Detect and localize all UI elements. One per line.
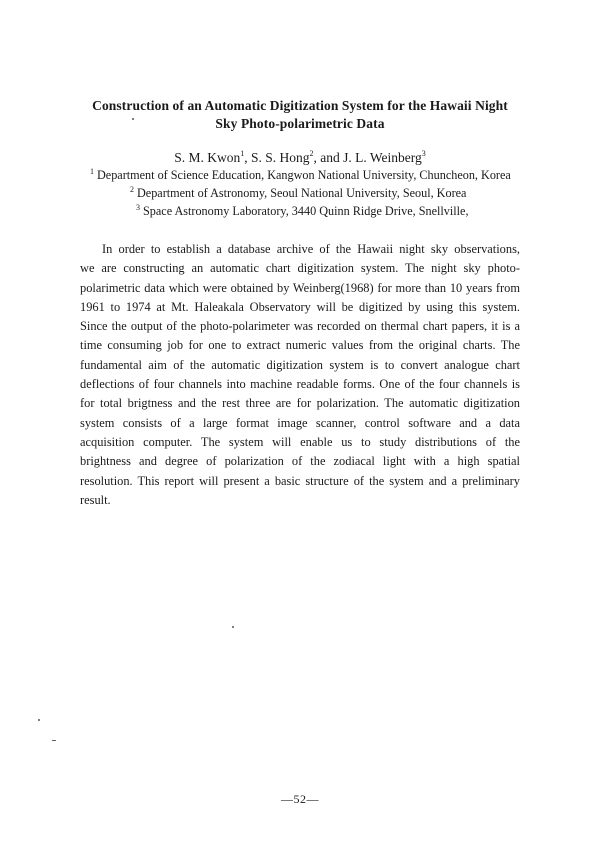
author-affiliation-mark: 1 [240, 149, 245, 158]
abstract-line: time consuming job for one to extract numeric values from the original charts. The [80, 338, 520, 353]
author-name: J. L. Weinberg [343, 150, 422, 165]
author-separator: , [244, 150, 251, 165]
page-number: —52— [281, 792, 319, 806]
abstract-line: resolution. This report will present a basic structure of the system and a preliminary [80, 473, 520, 488]
paper-title-line-1: Construction of an Automatic Digitization System for the Hawaii Night [92, 98, 508, 113]
affiliation-mark: 1 [90, 167, 94, 176]
author-name: S. S. Hong [250, 150, 310, 165]
affiliation-text: Department of Science Education, Kangwon National University, Chuncheon, Korea [97, 168, 511, 182]
abstract-line: Since the output of the photo-polarimeter was recorded on thermal chart papers, it is a [80, 319, 520, 334]
scan-speck [132, 118, 134, 120]
scan-speck [52, 740, 56, 741]
abstract-line: In order to establish a database archive of the Hawaii night sky observations, [102, 242, 520, 256]
abstract-line: deflections of four channels into machine readable forms. One of the four channels is [80, 377, 520, 392]
abstract-line: brightness and degree of polarization of the zodiacal light with a high spatial [80, 454, 520, 469]
affiliation-mark: 3 [136, 203, 140, 212]
abstract-line: system consists of a large format image scanner, control software and a data [80, 415, 520, 430]
affiliation-text: Department of Astronomy, Seoul National University, Seoul, Korea [137, 186, 467, 200]
abstract-line: result. [80, 492, 111, 507]
scan-speck [38, 719, 40, 721]
author-name: S. M. Kwon [174, 150, 241, 165]
abstract-line: we are constructing an automatic chart digitization system. The night sky photo- [80, 261, 520, 276]
affiliation-1 [90, 168, 511, 183]
affiliation-mark: 2 [130, 185, 134, 194]
author-affiliation-mark: 2 [309, 149, 314, 158]
author-list [0, 150, 600, 166]
affiliation-3 [136, 204, 469, 219]
abstract-line: 1961 to 1974 at Mt. Haleakala Observatory will be digitized by using this system. [80, 299, 520, 314]
affiliation-2 [130, 186, 466, 201]
abstract-line: for total brigtness and the rest three are for polarization. The automatic digitization [80, 396, 520, 411]
abstract-line: fundamental aim of the automatic digitization system is to convert analogue chart [80, 357, 520, 372]
author-separator: , and [313, 150, 344, 165]
affiliation-text: Space Astronomy Laboratory, 3440 Quinn Ridge Drive, Snellville, [143, 204, 469, 218]
abstract-line: polarimetric data which were obtained by Weinberg(1968) for more than 10 years from [80, 280, 520, 295]
paper-title-line-2: Sky Photo-polarimetric Data [215, 116, 385, 131]
abstract [80, 240, 520, 510]
author-affiliation-mark: 3 [421, 149, 426, 158]
scan-speck [232, 626, 234, 628]
abstract-line: acquisition computer. The system will enable us to study distributions of the [80, 434, 520, 449]
